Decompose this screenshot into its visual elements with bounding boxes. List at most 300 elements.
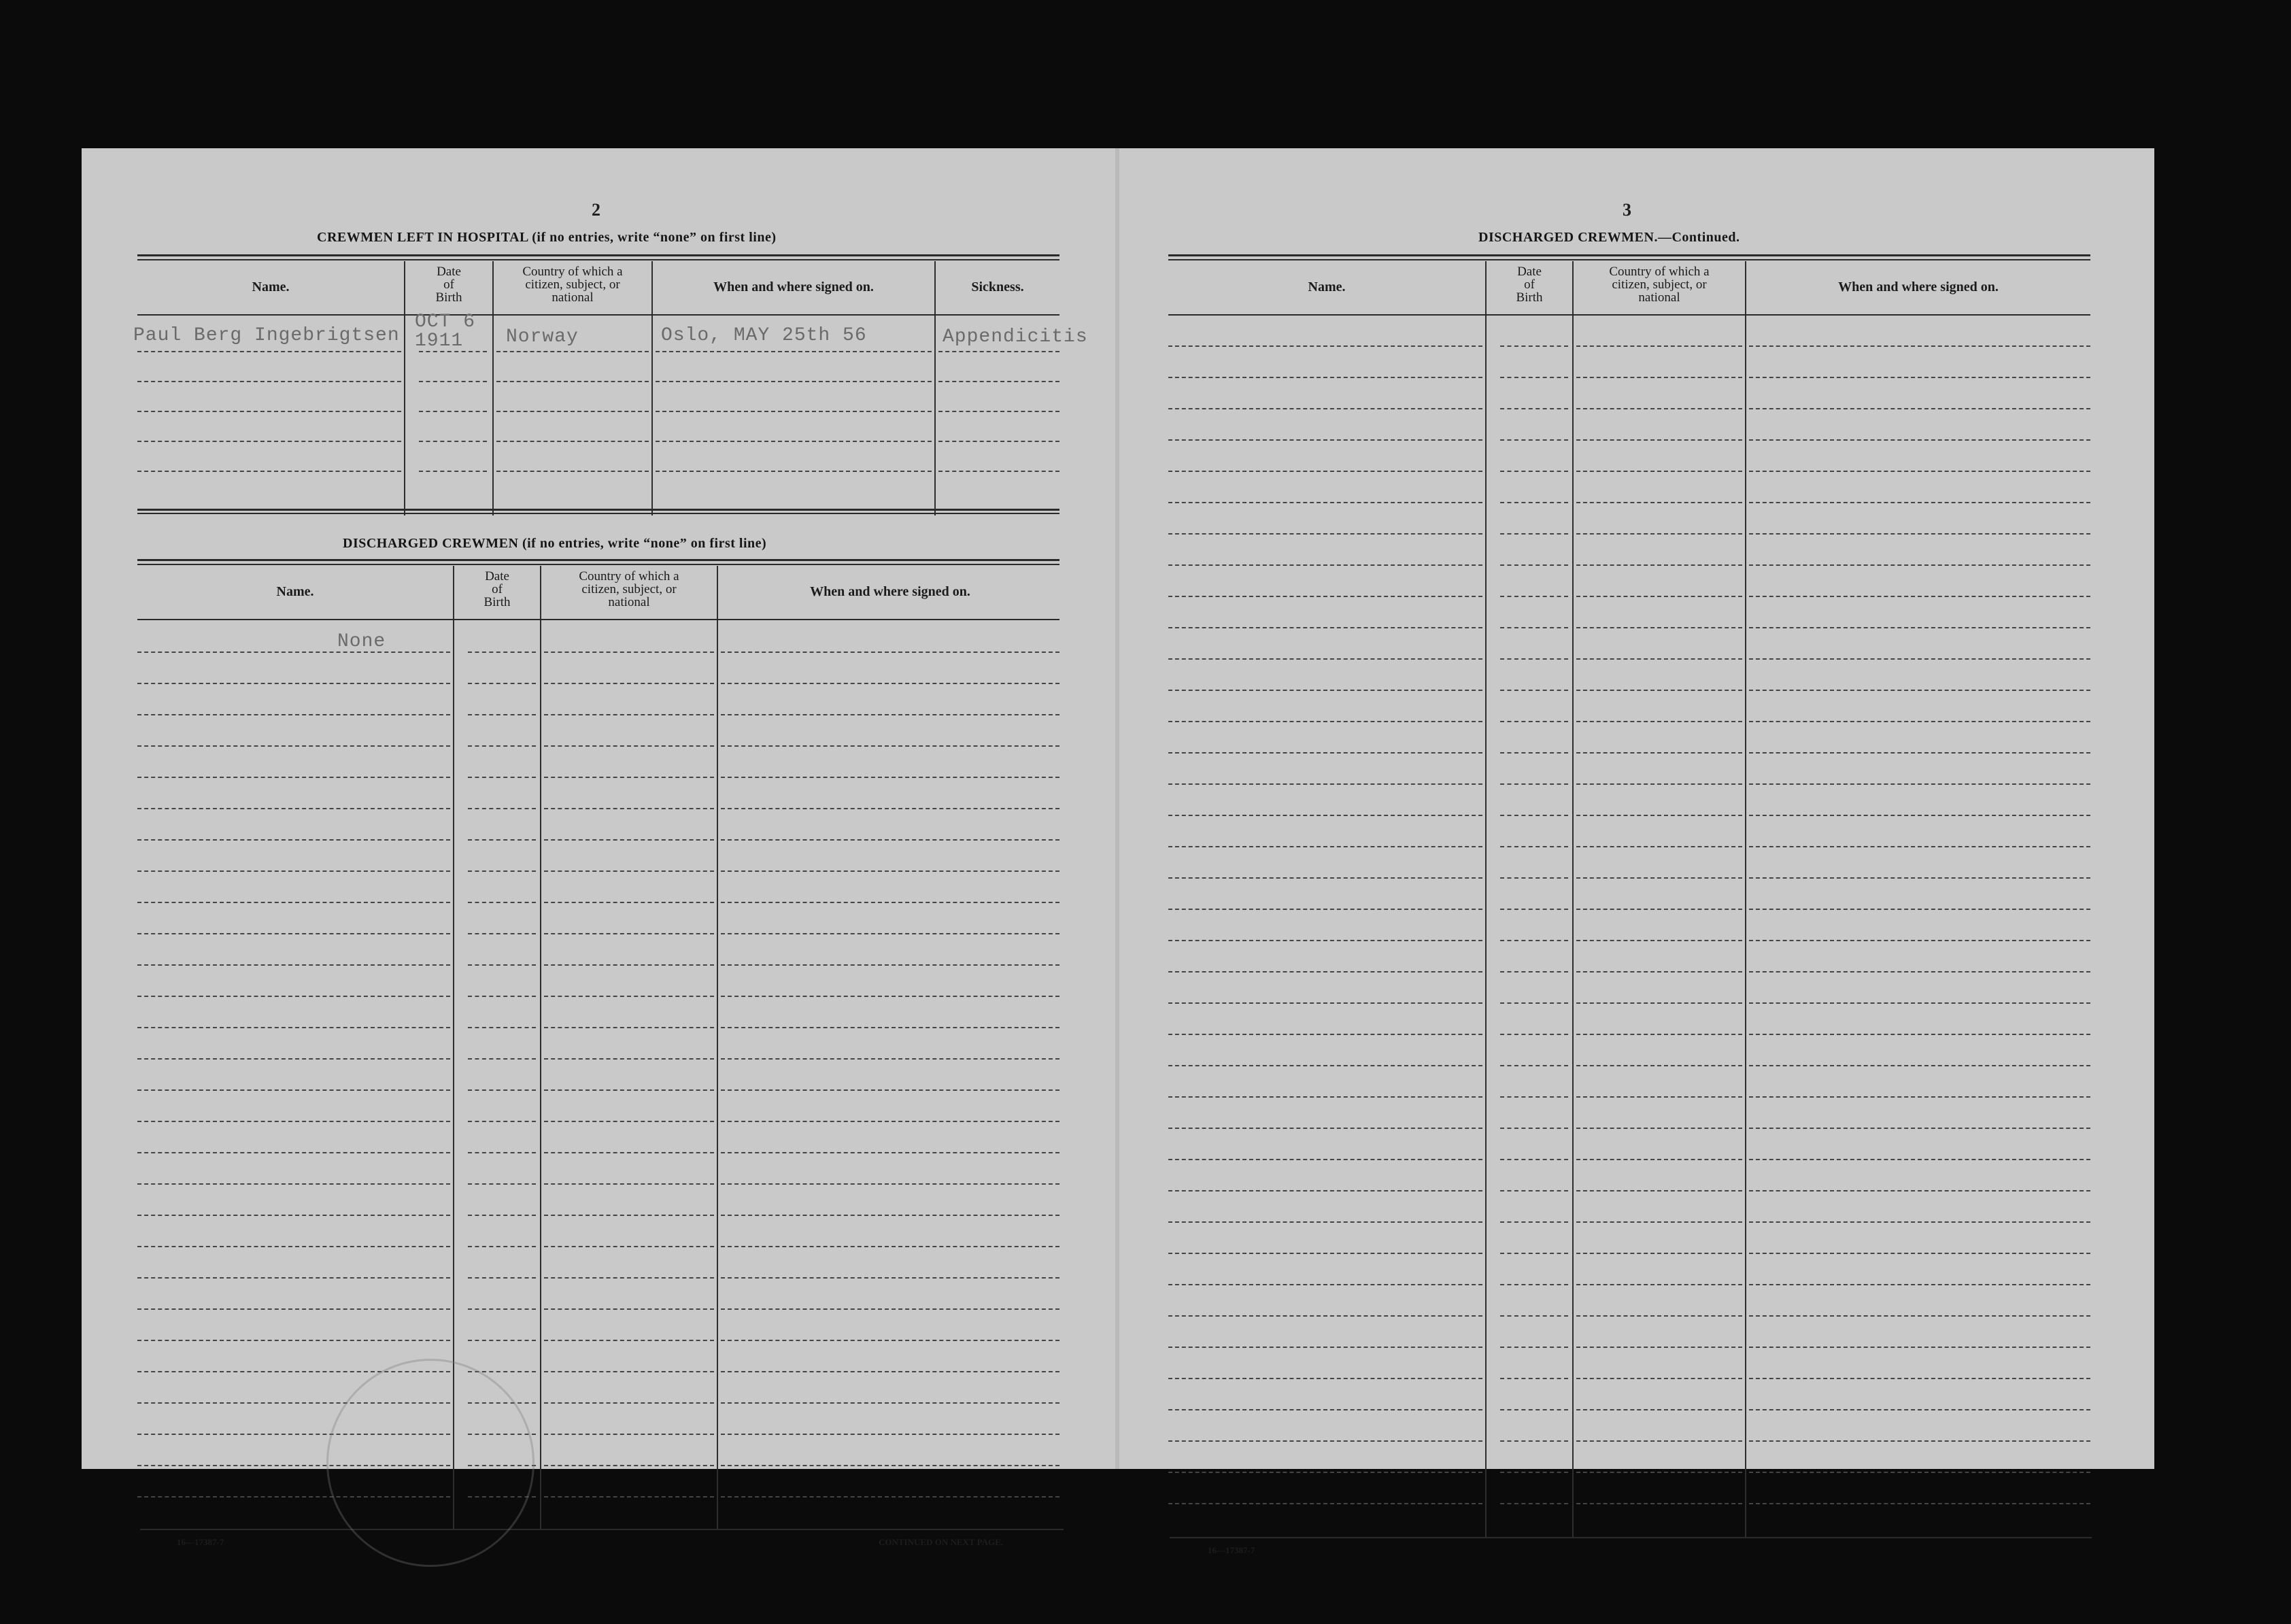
ruled-line: [419, 471, 487, 472]
ruled-line: [496, 411, 649, 412]
ruled-line: [1168, 1315, 1482, 1317]
ruled-line: [1576, 658, 1742, 660]
hospital-header-name: Name.: [252, 280, 290, 294]
ruled-line: [1500, 471, 1568, 472]
ruled-line: [1576, 877, 1742, 879]
ruled-line: [721, 1121, 1059, 1122]
ruled-line: [721, 745, 1059, 747]
ruled-line: [1749, 1347, 2090, 1348]
ruled-line: [721, 1402, 1059, 1404]
ruled-line: [1168, 783, 1482, 785]
ruled-line: [1500, 909, 1568, 910]
ruled-line: [137, 870, 450, 872]
form-number: 16—17387-7: [1208, 1545, 1255, 1555]
ruled-line: [1749, 408, 2090, 409]
ruled-line: [1749, 1253, 2090, 1254]
ruled-line: [721, 902, 1059, 903]
ruled-line: [1168, 1440, 1482, 1442]
ruled-line: [137, 1152, 450, 1153]
ruled-line: [544, 683, 714, 684]
ruled-line: [1576, 1159, 1742, 1160]
ruled-line: [1168, 1378, 1482, 1379]
ruled-line: [721, 652, 1059, 653]
patient-name: Paul Berg Ingebrigtsen: [133, 325, 400, 346]
ruled-line: [1168, 846, 1482, 847]
ruled-line: [1168, 439, 1482, 441]
ruled-line: [1168, 877, 1482, 879]
ruled-line: [1500, 1221, 1568, 1223]
ruled-line: [1168, 408, 1482, 409]
ruled-line: [544, 996, 714, 997]
ruled-line: [544, 1465, 714, 1466]
ruled-line: [1576, 909, 1742, 910]
ruled-line: [1749, 1221, 2090, 1223]
ruled-line: [1749, 1315, 2090, 1317]
ruled-line: [1749, 1034, 2090, 1035]
dob-line: of: [1524, 277, 1535, 292]
ruled-line: [544, 745, 714, 747]
hospital-title-text: CREWMEN LEFT IN HOSPITAL: [317, 230, 528, 245]
ruled-line: [1168, 533, 1482, 535]
ruled-line: [468, 745, 536, 747]
ruled-line: [1576, 1284, 1742, 1285]
hospital-col-divider: [934, 261, 936, 515]
ruled-line: [137, 1027, 450, 1028]
ruled-line: [1749, 752, 2090, 754]
ruled-line: [137, 441, 401, 442]
ruled-line: [468, 1340, 536, 1341]
ruled-line: [1749, 1440, 2090, 1442]
dob-line: Date: [437, 265, 461, 279]
ruled-line: [1168, 1409, 1482, 1410]
ruled-line: [1168, 564, 1482, 566]
ruled-line: [1749, 471, 2090, 472]
ruled-line: [544, 1371, 714, 1372]
discharged-none-entry: None: [337, 631, 386, 652]
hospital-col-divider: [651, 261, 653, 515]
right-col-divider: [1572, 261, 1574, 1537]
ruled-line: [1576, 408, 1742, 409]
ruled-line: [1576, 971, 1742, 972]
ruled-line: [1749, 721, 2090, 722]
ruled-line: [1576, 752, 1742, 754]
ruled-line: [1168, 1472, 1482, 1473]
ruled-line: [419, 351, 487, 352]
ruled-line: [656, 471, 932, 472]
country-line: Country of which a: [1609, 265, 1710, 279]
ruled-line: [496, 471, 649, 472]
ruled-line: [1168, 815, 1482, 816]
ruled-line: [137, 964, 450, 966]
country-line: Country of which a: [579, 569, 679, 583]
ruled-line: [721, 1277, 1059, 1279]
ruled-line: [1500, 1284, 1568, 1285]
ruled-line: [1500, 564, 1568, 566]
ruled-line: [544, 1058, 714, 1060]
ruled-line: [721, 1308, 1059, 1310]
ruled-line: [1500, 1409, 1568, 1410]
ruled-line: [1749, 1378, 2090, 1379]
ruled-line: [721, 1465, 1059, 1466]
right-header-country: [1574, 265, 1745, 304]
ruled-line: [721, 808, 1059, 809]
ruled-line: [1500, 1347, 1568, 1348]
ruled-line: [1500, 345, 1568, 347]
ruled-line: [1168, 345, 1482, 347]
ruled-line: [1749, 1065, 2090, 1066]
ruled-line: [721, 870, 1059, 872]
country-line: Country of which a: [522, 265, 623, 279]
ruled-line: [721, 1215, 1059, 1216]
ruled-line: [1168, 752, 1482, 754]
ruled-line: [1500, 1315, 1568, 1317]
ruled-line: [137, 381, 401, 382]
faded-seal-stamp: [326, 1359, 534, 1567]
ruled-line: [1749, 345, 2090, 347]
ruled-line: [1500, 1472, 1568, 1473]
ruled-line: [938, 471, 1059, 472]
ruled-line: [1576, 1096, 1742, 1098]
ruled-line: [137, 808, 450, 809]
ruled-line: [468, 902, 536, 903]
ruled-line: [468, 1308, 536, 1310]
ruled-line: [1576, 721, 1742, 722]
ruled-line: [721, 1058, 1059, 1060]
ruled-line: [721, 1434, 1059, 1435]
ruled-line: [1749, 1190, 2090, 1191]
discharged-table-bottom-rule: [140, 1529, 1064, 1530]
ruled-line: [721, 1089, 1059, 1091]
ruled-line: [1749, 815, 2090, 816]
ruled-line: [1168, 1347, 1482, 1348]
right-header-name: Name.: [1308, 280, 1346, 294]
country-line: national: [608, 595, 650, 609]
ruled-line: [468, 1089, 536, 1091]
ruled-line: [1749, 909, 2090, 910]
ruled-line: [468, 777, 536, 778]
ruled-line: [1168, 1284, 1482, 1285]
country-line: citizen, subject, or: [525, 277, 620, 292]
hospital-table-bottom-rule: [137, 509, 1059, 514]
right-header-rule: [1168, 314, 2090, 316]
discharged-section-title: [343, 536, 766, 552]
ruled-line: [938, 411, 1059, 412]
ruled-line: [1576, 533, 1742, 535]
ruled-line: [137, 714, 450, 715]
ruled-line: [544, 1152, 714, 1153]
ruled-line: [544, 1402, 714, 1404]
ruled-line: [1576, 1315, 1742, 1317]
ruled-line: [721, 1027, 1059, 1028]
ruled-line: [137, 471, 401, 472]
patient-sickness: Appendicitis: [943, 326, 1088, 348]
ruled-line: [544, 870, 714, 872]
right-col-divider: [1745, 261, 1746, 1537]
ruled-line: [1576, 1378, 1742, 1379]
ruled-line: [656, 411, 932, 412]
right-table-top-rule: [1168, 254, 2090, 260]
ruled-line: [1500, 1128, 1568, 1129]
ruled-line: [1749, 1503, 2090, 1504]
ruled-line: [1576, 1472, 1742, 1473]
dob-line: Birth: [1516, 290, 1543, 305]
page-number: 3: [1623, 200, 1631, 220]
ruled-line: [1749, 940, 2090, 941]
ruled-line: [1500, 439, 1568, 441]
ruled-line: [544, 964, 714, 966]
ruled-line: [1500, 971, 1568, 972]
ruled-line: [544, 652, 714, 653]
ruled-line: [721, 1496, 1059, 1498]
ruled-line: [137, 839, 450, 841]
ruled-line: [1168, 909, 1482, 910]
continued-note: CONTINUED ON NEXT PAGE.: [879, 1537, 1003, 1547]
ruled-line: [1576, 564, 1742, 566]
ruled-line: [1500, 1034, 1568, 1035]
ruled-line: [496, 441, 649, 442]
ruled-line: [1168, 471, 1482, 472]
ruled-line: [468, 1121, 536, 1122]
ruled-line: [1749, 1002, 2090, 1004]
ruled-line: [1576, 940, 1742, 941]
ruled-line: [544, 1215, 714, 1216]
ruled-line: [1749, 1096, 2090, 1098]
ruled-line: [544, 1183, 714, 1185]
ruled-line: [938, 381, 1059, 382]
ruled-line: [468, 1058, 536, 1060]
ruled-line: [1749, 533, 2090, 535]
ruled-line: [1168, 627, 1482, 628]
ruled-line: [137, 1089, 450, 1091]
ruled-line: [1576, 783, 1742, 785]
ruled-line: [1168, 502, 1482, 503]
right-col-divider: [1485, 261, 1487, 1537]
country-line: national: [551, 290, 594, 305]
ruled-line: [137, 1340, 450, 1341]
country-line: national: [1638, 290, 1680, 305]
ruled-line: [544, 1308, 714, 1310]
ruled-line: [137, 902, 450, 903]
ruled-line: [468, 683, 536, 684]
ruled-line: [1500, 627, 1568, 628]
ruled-line: [1500, 783, 1568, 785]
hospital-table-top-rule: [137, 254, 1059, 260]
ruled-line: [721, 996, 1059, 997]
ruled-line: [544, 1434, 714, 1435]
ruled-line: [1749, 627, 2090, 628]
ruled-line: [137, 351, 401, 352]
ruled-line: [1749, 502, 2090, 503]
ruled-line: [1576, 502, 1742, 503]
ruled-line: [1749, 1128, 2090, 1129]
ruled-line: [1749, 877, 2090, 879]
ruled-line: [721, 777, 1059, 778]
ruled-line: [1500, 1253, 1568, 1254]
ruled-line: [137, 1183, 450, 1185]
ruled-line: [137, 1215, 450, 1216]
ruled-line: [1500, 877, 1568, 879]
page-number: 2: [592, 200, 600, 220]
ruled-line: [1168, 721, 1482, 722]
hospital-header-rule: [137, 314, 1059, 316]
ruled-line: [1500, 1378, 1568, 1379]
ruled-line: [1168, 1128, 1482, 1129]
dob-line: Birth: [435, 290, 462, 305]
ruled-line: [468, 1152, 536, 1153]
ruled-line: [1500, 1002, 1568, 1004]
discharged-continued-title: DISCHARGED CREWMEN.—Continued.: [1478, 230, 1740, 245]
ruled-line: [1500, 502, 1568, 503]
ruled-line: [1500, 846, 1568, 847]
ruled-line: [1576, 1190, 1742, 1191]
ruled-line: [656, 381, 932, 382]
dob-line: Date: [1517, 265, 1542, 279]
hospital-title-note: (if no entries, write “none” on first line): [532, 230, 777, 245]
discharged-header-signed: When and where signed on.: [810, 584, 970, 599]
ruled-line: [544, 777, 714, 778]
ruled-line: [137, 777, 450, 778]
hospital-header-sickness: Sickness.: [971, 280, 1024, 294]
ruled-line: [1168, 1253, 1482, 1254]
ruled-line: [1576, 1002, 1742, 1004]
ruled-line: [1168, 1002, 1482, 1004]
ruled-line: [544, 1246, 714, 1247]
ruled-line: [1500, 658, 1568, 660]
ruled-line: [1500, 1159, 1568, 1160]
ruled-line: [137, 411, 401, 412]
ruled-line: [1749, 1284, 2090, 1285]
country-line: citizen, subject, or: [1612, 277, 1707, 292]
ruled-line: [1749, 564, 2090, 566]
ruled-line: [1576, 627, 1742, 628]
ruled-line: [496, 351, 649, 352]
ruled-line: [1168, 1096, 1482, 1098]
ruled-line: [1749, 690, 2090, 691]
ruled-line: [1749, 439, 2090, 441]
ruled-line: [137, 1058, 450, 1060]
ruled-line: [1168, 1190, 1482, 1191]
right-table-bottom-rule: [1170, 1537, 2092, 1538]
discharged-title-text: DISCHARGED CREWMEN: [343, 536, 519, 551]
ruled-line: [468, 1027, 536, 1028]
ruled-line: [656, 441, 932, 442]
ruled-line: [1576, 1221, 1742, 1223]
ruled-line: [721, 1183, 1059, 1185]
ruled-line: [137, 1308, 450, 1310]
ruled-line: [468, 1246, 536, 1247]
hospital-header-dob: [405, 265, 492, 304]
ruled-line: [1168, 1034, 1482, 1035]
ruled-line: [468, 1277, 536, 1279]
ruled-line: [721, 1152, 1059, 1153]
right-page: [1119, 148, 2154, 1555]
discharged-title-note: (if no entries, write “none” on first line): [522, 536, 767, 551]
ruled-line: [1749, 1409, 2090, 1410]
hospital-header-country: [494, 265, 651, 304]
ruled-line: [721, 1246, 1059, 1247]
ruled-line: [1500, 752, 1568, 754]
ruled-line: [1749, 783, 2090, 785]
ruled-line: [1500, 940, 1568, 941]
ruled-line: [544, 933, 714, 934]
ruled-line: [1576, 1065, 1742, 1066]
ruled-line: [1749, 1159, 2090, 1160]
ruled-line: [721, 1371, 1059, 1372]
ruled-line: [1168, 658, 1482, 660]
ruled-line: [1749, 658, 2090, 660]
ruled-line: [468, 870, 536, 872]
ruled-line: [1168, 596, 1482, 597]
ruled-line: [1576, 377, 1742, 378]
ruled-line: [544, 1340, 714, 1341]
ruled-line: [1168, 1159, 1482, 1160]
ruled-line: [496, 381, 649, 382]
ruled-line: [1576, 1347, 1742, 1348]
patient-signed-on: Oslo, MAY 25th 56: [661, 325, 867, 346]
ruled-line: [1168, 1503, 1482, 1504]
left-page: [82, 148, 1115, 1547]
ruled-line: [1500, 1190, 1568, 1191]
ruled-line: [137, 683, 450, 684]
ruled-line: [1749, 971, 2090, 972]
ruled-line: [721, 714, 1059, 715]
ruled-line: [1168, 1065, 1482, 1066]
discharged-header-dob: [454, 570, 540, 609]
dob-line: of: [443, 277, 454, 292]
discharged-table-top-rule: [137, 559, 1059, 565]
ruled-line: [1500, 377, 1568, 378]
ruled-line: [938, 441, 1059, 442]
ruled-line: [1749, 377, 2090, 378]
ruled-line: [544, 839, 714, 841]
ruled-line: [1576, 1503, 1742, 1504]
ruled-line: [1576, 471, 1742, 472]
ruled-line: [544, 902, 714, 903]
ruled-line: [1168, 1221, 1482, 1223]
ruled-line: [1576, 439, 1742, 441]
ruled-line: [1500, 1503, 1568, 1504]
ruled-line: [1168, 971, 1482, 972]
ruled-line: [468, 808, 536, 809]
ruled-line: [1576, 1440, 1742, 1442]
ruled-line: [721, 839, 1059, 841]
ruled-line: [1500, 1440, 1568, 1442]
ruled-line: [468, 839, 536, 841]
ruled-line: [938, 351, 1059, 352]
ruled-line: [137, 652, 450, 653]
ruled-line: [1576, 815, 1742, 816]
patient-dob-month: OCT 6: [415, 311, 476, 333]
hospital-section-title: [317, 230, 777, 246]
ruled-line: [544, 808, 714, 809]
discharged-header-country: [541, 570, 717, 609]
hospital-header-signed: When and where signed on.: [713, 280, 874, 294]
ruled-line: [721, 1340, 1059, 1341]
dob-line: Date: [485, 569, 509, 583]
ruled-line: [468, 996, 536, 997]
ruled-line: [468, 714, 536, 715]
ruled-line: [468, 1183, 536, 1185]
ruled-line: [1749, 596, 2090, 597]
ruled-line: [544, 1121, 714, 1122]
ruled-line: [137, 996, 450, 997]
ruled-line: [1500, 815, 1568, 816]
ruled-line: [1576, 690, 1742, 691]
discharged-header-name: Name.: [276, 584, 314, 599]
country-line: citizen, subject, or: [581, 582, 677, 596]
ruled-line: [137, 1277, 450, 1279]
ruled-line: [1576, 1034, 1742, 1035]
